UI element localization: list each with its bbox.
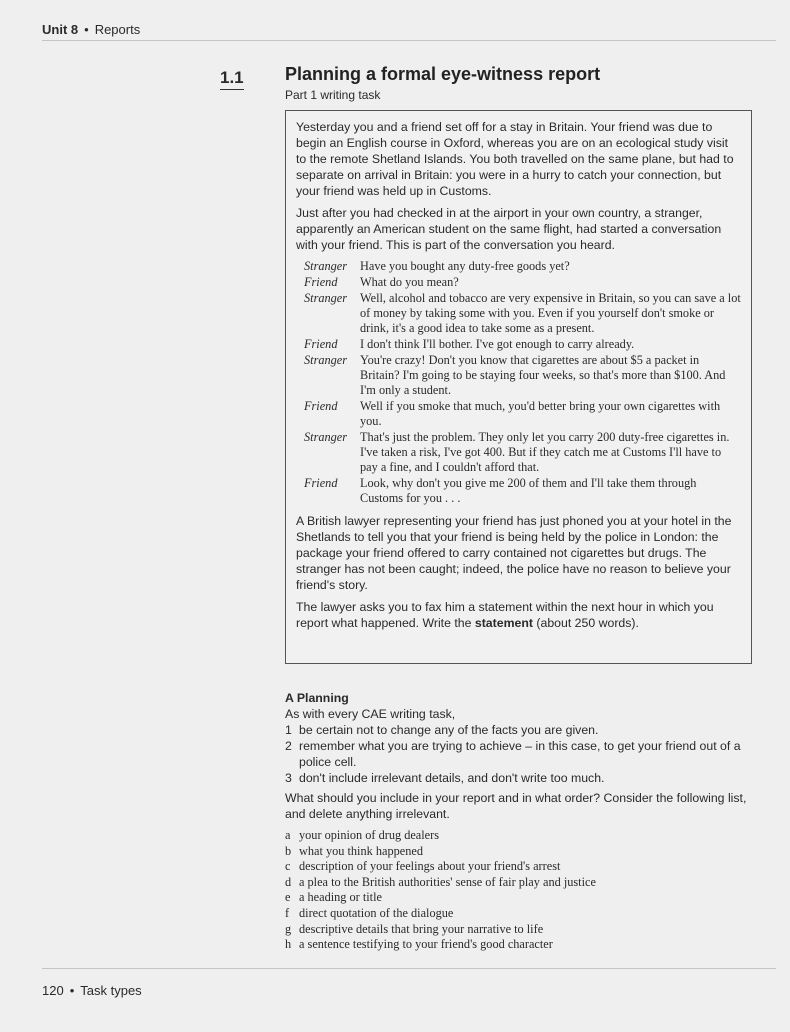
point-number: 3 [285, 771, 292, 785]
section-label: Reports [94, 22, 141, 37]
option-text: descriptive details that bring your narrative to life [299, 921, 544, 936]
task-intro-2: Just after you had checked in at the airport in your own country, a stranger, apparently an American student on the same flight, had started a conversation with your friend. This is part of the conversation you heard. [296, 206, 722, 252]
point-number: 1 [285, 723, 292, 737]
dialogue-table [296, 259, 741, 507]
planning-option [285, 875, 755, 891]
dialogue-line [296, 275, 741, 291]
task-outro-1: A British lawyer representing your friend has just phoned you at your hotel in the Shetlands to tell you that your friend is being held by the police in London: the package your friend offered to carry contained not cigarettes but drugs. The stranger has not been caught; indeed, the police have no reason to believe your friend's story. [296, 514, 732, 592]
dialogue-text: Well if you smoke that much, you'd better bring your own cigarettes with you. [360, 399, 721, 428]
dialogue-speaker: Friend [304, 476, 338, 490]
option-text: a plea to the British authorities' sense of fair play and justice [299, 874, 596, 889]
planning-option [285, 828, 755, 844]
page-number: 120 [42, 983, 64, 998]
dialogue-speaker: Stranger [304, 430, 348, 444]
statement-keyword: statement [474, 616, 533, 630]
planning-points [285, 722, 755, 786]
planning-point [285, 738, 755, 770]
header-bullet: • [84, 22, 89, 37]
dialogue-line [296, 476, 741, 507]
task-outro-2: The lawyer asks you to fax him a statement within the next hour in which you report what happened. Write the statement (about 250 words). [296, 600, 714, 630]
unit-label: Unit 8 [42, 22, 79, 37]
option-text: what you think happened [299, 843, 423, 858]
dialogue-line [296, 399, 741, 430]
dialogue-speaker: Friend [304, 275, 338, 289]
section-subtitle: Part 1 writing task [285, 88, 381, 102]
planning-option [285, 937, 755, 953]
planning-option [285, 890, 755, 906]
point-text: remember what you are trying to achieve – in this case, to get your friend out of a police cell. [299, 739, 741, 769]
dialogue-speaker: Stranger [304, 353, 348, 367]
option-letter: e [285, 890, 291, 905]
dialogue-text: You're crazy! Don't you know that cigarettes are about $5 a packet in Britain? I'm going to be staying four weeks, so that's more than $100. And I'm only a student. [360, 353, 726, 397]
footer-bullet: • [69, 983, 75, 998]
task-box [285, 110, 752, 664]
option-text: a heading or title [299, 890, 382, 905]
option-letter: h [285, 937, 292, 952]
planning-point [285, 770, 755, 786]
footer-divider [42, 968, 776, 969]
option-text: your opinion of drug dealers [299, 828, 440, 842]
page-footer [42, 983, 142, 998]
dialogue-line [296, 259, 741, 275]
dialogue-line [296, 353, 741, 399]
dialogue-text: Have you bought any duty-free goods yet? [360, 259, 570, 273]
dialogue-text: Well, alcohol and tobacco are very expensive in Britain, so you can save a lot of money by taking some with you. Even if you yourself don't smoke or drink, it's a good idea to take some as a present. [360, 291, 741, 335]
dialogue-text: Look, why don't you give me 200 of them and I'll take them through Customs for you . . . [360, 476, 697, 505]
dialogue-line [296, 430, 741, 476]
planning-point [285, 722, 755, 738]
option-letter: g [285, 921, 292, 936]
planning-intro: As with every CAE writing task, [285, 707, 456, 721]
header-divider [42, 40, 776, 41]
point-text: be certain not to change any of the facts you are given. [299, 723, 599, 737]
dialogue-speaker: Friend [304, 399, 338, 413]
option-letter: a [285, 828, 291, 842]
dialogue-speaker: Stranger [304, 259, 348, 273]
planning-options [285, 828, 755, 953]
planning-heading: A Planning [285, 691, 349, 705]
option-letter: b [285, 843, 292, 858]
option-letter: f [285, 905, 290, 920]
dialogue-line [296, 291, 741, 337]
dialogue-text: What do you mean? [360, 275, 459, 289]
dialogue-text: I don't think I'll bother. I've got enough to carry already. [360, 337, 635, 351]
option-letter: d [285, 874, 292, 889]
planning-section [285, 690, 755, 953]
dialogue-speaker: Friend [304, 337, 338, 351]
option-letter: c [285, 859, 291, 874]
planning-option [285, 859, 755, 875]
planning-question: What should you include in your report and in what order? Consider the following list, and delete anything irrelevant. [285, 791, 747, 821]
footer-section: Task types [80, 983, 142, 998]
option-text: direct quotation of the dialogue [299, 905, 454, 920]
planning-option [285, 922, 755, 938]
option-text: a sentence testifying to your friend's good character [299, 937, 553, 952]
section-title: Planning a formal eye-witness report [285, 64, 601, 84]
planning-option [285, 844, 755, 860]
section-number: 1.1 [220, 68, 244, 90]
point-text: don't include irrelevant details, and don't write too much. [299, 771, 605, 785]
planning-option [285, 906, 755, 922]
running-header [42, 22, 140, 37]
dialogue-line [296, 337, 741, 353]
dialogue-text: That's just the problem. They only let you carry 200 duty-free cigarettes in. I've taken a risk, I've got 400. But if they catch me at Customs I'll have to pay a fine, and I couldn't afford that. [360, 430, 730, 474]
dialogue-speaker: Stranger [304, 291, 348, 305]
task-intro-1: Yesterday you and a friend set off for a stay in Britain. Your friend was due to begin an English course in Oxford, whereas you are on an ecological study visit to the remote Shetland Islands. You both travelled on the same plane, but had to separate on arrival in Britain: you were in a hurry to catch your connection, but your friend was held up in Customs. [296, 120, 734, 198]
option-text: description of your feelings about your friend's arrest [299, 859, 561, 874]
point-number: 2 [285, 739, 292, 753]
